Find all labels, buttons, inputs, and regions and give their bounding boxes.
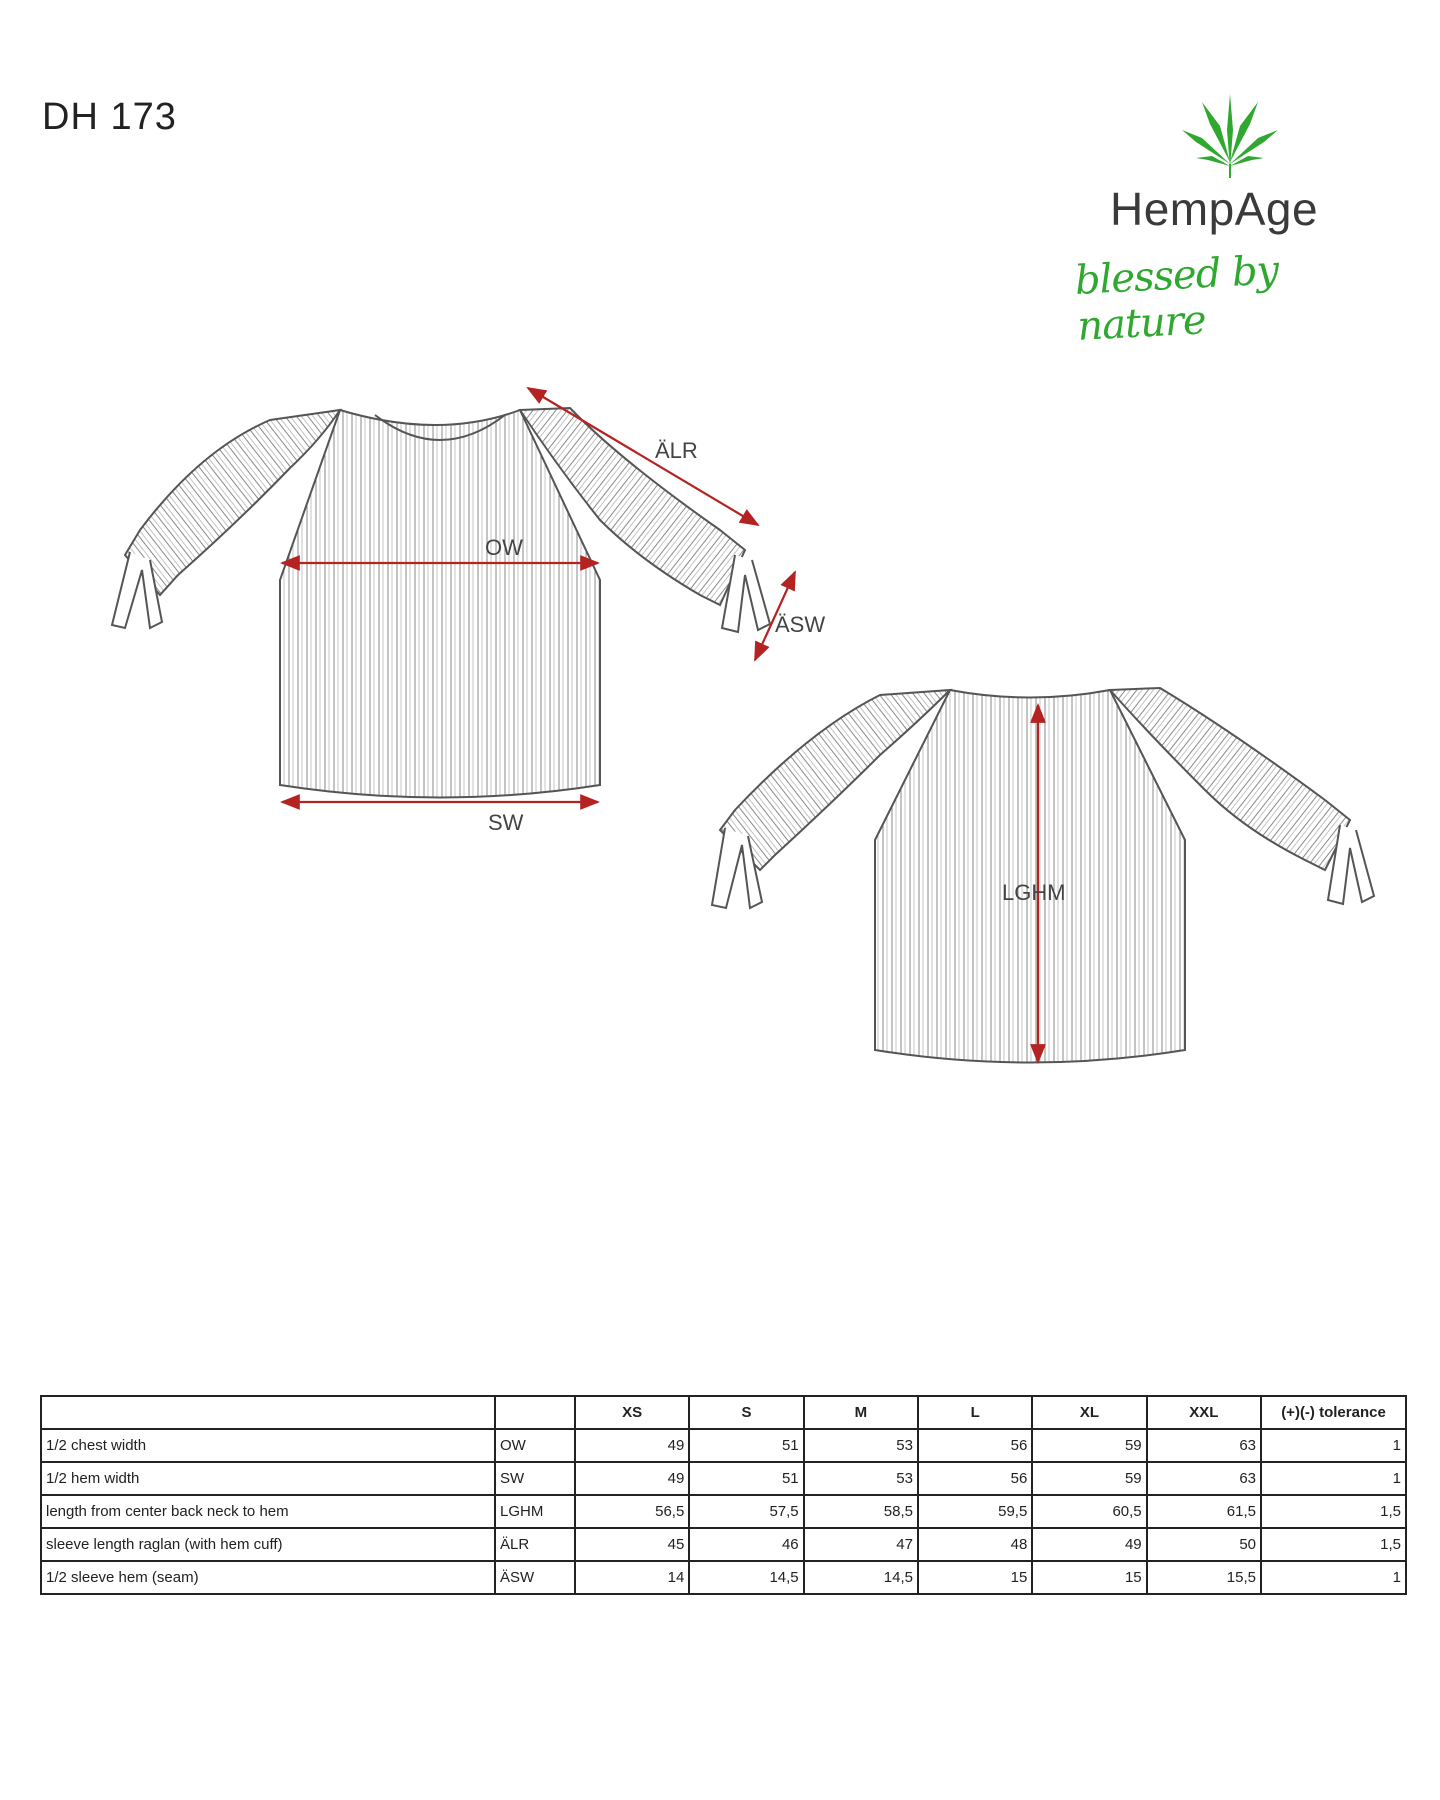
- cell-value: 15: [918, 1561, 1032, 1594]
- label-sw: SW: [488, 810, 524, 835]
- cell-description: sleeve length raglan (with hem cuff): [41, 1528, 495, 1561]
- garment-technical-drawing: [0, 360, 1440, 1100]
- header-tolerance: (+)(-) tolerance: [1261, 1396, 1406, 1429]
- brand-name: HempAge: [1110, 183, 1319, 235]
- cell-tolerance: 1,5: [1261, 1528, 1406, 1561]
- header-size-xl: XL: [1032, 1396, 1146, 1429]
- header-size-l: L: [918, 1396, 1032, 1429]
- table-row: [41, 1429, 1406, 1462]
- cell-value: 53: [804, 1429, 918, 1462]
- cell-tolerance: 1,5: [1261, 1495, 1406, 1528]
- cell-description: 1/2 sleeve hem (seam): [41, 1561, 495, 1594]
- cell-value: 53: [804, 1462, 918, 1495]
- cell-value: 51: [689, 1429, 803, 1462]
- cell-value: 58,5: [804, 1495, 918, 1528]
- cell-value: 49: [575, 1429, 689, 1462]
- table-header-row: [41, 1396, 1406, 1429]
- table-row: [41, 1462, 1406, 1495]
- cell-value: 50: [1147, 1528, 1261, 1561]
- cell-value: 61,5: [1147, 1495, 1261, 1528]
- cell-value: 59: [1032, 1429, 1146, 1462]
- label-asw: ÄSW: [775, 612, 826, 637]
- cell-code: OW: [495, 1429, 575, 1462]
- cell-description: 1/2 chest width: [41, 1429, 495, 1462]
- cell-value: 56: [918, 1429, 1032, 1462]
- header-description: [41, 1396, 495, 1429]
- brand-tagline: blessed by nature: [1073, 247, 1280, 350]
- cell-value: 15: [1032, 1561, 1146, 1594]
- cell-value: 57,5: [689, 1495, 803, 1528]
- cell-value: 14,5: [804, 1561, 918, 1594]
- brand-logo: [1073, 90, 1380, 350]
- cell-value: 49: [1032, 1528, 1146, 1561]
- cell-value: 59,5: [918, 1495, 1032, 1528]
- cell-tolerance: 1: [1261, 1561, 1406, 1594]
- header-size-xxl: XXL: [1147, 1396, 1261, 1429]
- header-size-s: S: [689, 1396, 803, 1429]
- cell-tolerance: 1: [1261, 1462, 1406, 1495]
- label-ow: OW: [485, 535, 523, 560]
- cell-value: 48: [918, 1528, 1032, 1561]
- hemp-leaf-icon: [1180, 90, 1280, 180]
- cell-value: 60,5: [1032, 1495, 1146, 1528]
- front-view: [112, 408, 770, 798]
- table-row: [41, 1495, 1406, 1528]
- cell-value: 56: [918, 1462, 1032, 1495]
- cell-value: 59: [1032, 1462, 1146, 1495]
- back-view: [712, 688, 1374, 1063]
- cell-value: 14: [575, 1561, 689, 1594]
- label-lghm: LGHM: [1002, 880, 1066, 905]
- cell-value: 56,5: [575, 1495, 689, 1528]
- cell-code: ÄLR: [495, 1528, 575, 1561]
- cell-code: SW: [495, 1462, 575, 1495]
- cell-value: 63: [1147, 1462, 1261, 1495]
- table-row: [41, 1561, 1406, 1594]
- cell-value: 45: [575, 1528, 689, 1561]
- cell-value: 46: [689, 1528, 803, 1561]
- cell-value: 63: [1147, 1429, 1261, 1462]
- label-alr: ÄLR: [655, 438, 698, 463]
- header-code: [495, 1396, 575, 1429]
- cell-value: 15,5: [1147, 1561, 1261, 1594]
- table-row: [41, 1528, 1406, 1561]
- cell-code: LGHM: [495, 1495, 575, 1528]
- front-body: [280, 410, 600, 798]
- back-body: [875, 690, 1185, 1063]
- cell-value: 51: [689, 1462, 803, 1495]
- cell-description: length from center back neck to hem: [41, 1495, 495, 1528]
- cell-value: 49: [575, 1462, 689, 1495]
- cell-description: 1/2 hem width: [41, 1462, 495, 1495]
- header-size-m: M: [804, 1396, 918, 1429]
- document-title: DH 173: [42, 96, 177, 138]
- cell-code: ÄSW: [495, 1561, 575, 1594]
- cell-tolerance: 1: [1261, 1429, 1406, 1462]
- cell-value: 47: [804, 1528, 918, 1561]
- cell-value: 14,5: [689, 1561, 803, 1594]
- size-chart-table: [40, 1395, 1407, 1595]
- header-size-xs: XS: [575, 1396, 689, 1429]
